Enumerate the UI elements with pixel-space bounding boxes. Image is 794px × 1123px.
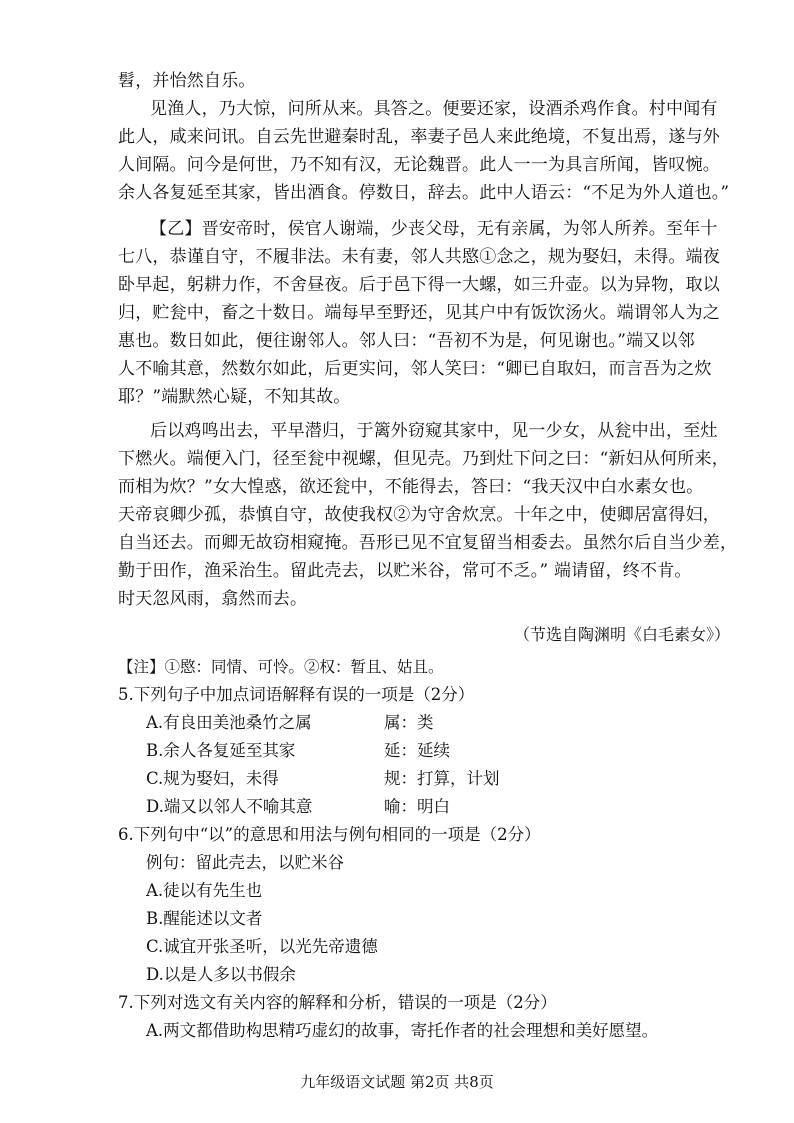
passage-yi-line-4: 归，贮瓮中，畜之十数日。端每早至野还，见其户中有饭饮汤火。端谓邻人为之 bbox=[118, 303, 720, 323]
passage-jia-line-5: 余人各复延至其家，皆出酒食。停数日，辞去。此中人语云：“不足为外人道也。” bbox=[118, 183, 730, 203]
passage-yi-p2-line-2: 下燃火。端便入门，径至瓮中视螺，但见壳。乃到灶下问之曰：“新妇从何所来， bbox=[118, 449, 729, 469]
passage-yi-p2-line-3: 而相为炊？”女大惶惑，欲还瓮中，不能得去，答曰：“我天汉中白水素女也。 bbox=[118, 477, 704, 497]
passage-yi-line-5: 惠也。数日如此，便往谢邻人。邻人曰：“吾初不为是，何见谢也。”端又以邻 bbox=[118, 331, 695, 351]
passage-source: （节选自陶渊明《白毛素女》） bbox=[513, 625, 730, 644]
question-5-option-d-gloss: 喻：明白 bbox=[384, 797, 450, 816]
passage-yi-line-3: 卧早起，躬耕力作，不舍昼夜。后于邑下得一大螺，如三升壶。以为异物，取以 bbox=[118, 275, 720, 295]
question-6-example: 例句：留此壳去，以贮米谷 bbox=[146, 853, 344, 872]
question-6-option-b: B.醒能述以文者 bbox=[146, 909, 263, 928]
passage-yi-p2-line-6: 勤于田作，渔采治生。留此壳去，以贮米谷，常可不乏。” 端请留，终不肯。 bbox=[118, 561, 692, 581]
question-7-stem: 7.下列对选文有关内容的解释和分析，错误的一项是（2分） bbox=[118, 993, 557, 1012]
question-6-option-d: D.以是人多以书假余 bbox=[146, 965, 296, 984]
question-5-option-c-gloss: 规：打算，计划 bbox=[384, 769, 500, 788]
passage-jia-line-3: 此人，咸来问讯。自云先世避秦时乱，率妻子邑人来此绝境，不复出焉，遂与外 bbox=[118, 127, 720, 147]
passage-jia-line-2: 见渔人，乃大惊，问所从来。具答之。便要还家，设酒杀鸡作食。村中闻有 bbox=[150, 99, 718, 119]
question-7-option-a: A.两文都借助构思精巧虚幻的故事，寄托作者的社会理想和美好愿望。 bbox=[146, 1021, 659, 1040]
passage-yi-line-1: 【乙】晋安帝时，侯官人谢端，少丧父母，无有亲属，为邻人所养。至年十 bbox=[150, 219, 718, 239]
page-footer: 九年级语文试题 第2页 共8页 bbox=[300, 1073, 494, 1091]
passage-yi-p2-line-1: 后以鸡鸣出去，平早潜归，于篱外窃窥其家中，见一少女，从瓮中出，至灶 bbox=[150, 421, 718, 441]
question-5-option-b: B.余人各复延至其家 bbox=[146, 741, 296, 760]
question-5-option-a: A.有良田美池桑竹之属 bbox=[146, 713, 312, 732]
passage-yi-p2-line-5: 自当还去。而卿无故窃相窥掩。吾形已见不宜复留当相委去。虽然尔后自当少差， bbox=[118, 533, 738, 553]
question-5-option-d: D.端又以邻人不喻其意 bbox=[146, 797, 313, 816]
passage-yi-p2-line-7: 时天忽风雨，翕然而去。 bbox=[118, 589, 308, 609]
question-6-stem: 6.下列句中“以”的意思和用法与例句相同的一项是（2分） bbox=[118, 825, 541, 844]
passage-yi-line-6: 人不喻其意，然数尔如此，后更实问，邻人笑曰：“卿已自取妇，而言吾为之炊 bbox=[118, 359, 712, 379]
passage-yi-p2-line-4: 天帝哀卿少孤，恭慎自守，故使我权②为守舍炊烹。十年之中，使卿居富得妇， bbox=[118, 505, 720, 525]
question-6-option-c: C.诚宜开张圣听，以光先帝遗德 bbox=[146, 937, 378, 956]
passage-jia-line-1: 髫，并怡然自乐。 bbox=[118, 71, 256, 91]
passage-jia-line-4: 人间隔。问今是何世，乃不知有汉，无论魏晋。此人一一为具言所闻，皆叹惋。 bbox=[118, 155, 720, 175]
annotation-note: 【注】①愍：同情、可怜。②权：暂且、姑且。 bbox=[118, 658, 444, 676]
passage-yi-line-7: 耶？”端默然心疑，不知其故。 bbox=[118, 387, 351, 407]
question-6-option-a: A.徒以有先生也 bbox=[146, 881, 263, 900]
passage-yi-line-2: 七八，恭谨自守，不履非法。未有妻，邻人共愍①念之，规为娶妇，未得。端夜 bbox=[118, 247, 720, 267]
question-5-option-c: C.规为娶妇，未得 bbox=[146, 769, 279, 788]
question-5-option-b-gloss: 延：延续 bbox=[384, 741, 450, 760]
question-5-stem: 5.下列句子中加点词语解释有误的一项是（2分） bbox=[118, 685, 475, 704]
question-5-option-a-gloss: 属：类 bbox=[384, 713, 434, 732]
